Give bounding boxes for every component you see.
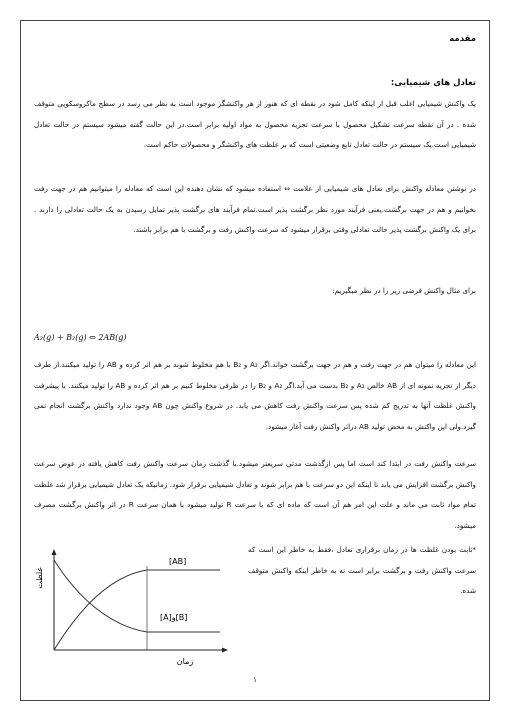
paragraph-3: برای مثال واکنش فرضی زیر را در نظر میگیریم: [332,286,476,295]
equilibrium-note: *ثابت بودن غلظت ها در زمان برقراری تعادل ،فقط به خاطر این است که سرعت واکنش رفت و برگشت برابر است نه به خاطر اینکه واکنش متوقف شده. [248,545,476,596]
y-axis [52,549,57,650]
paragraph-5: سرعت واکنش رفت در ابتدا کند است اما پس ازگذشت مدتی سریعتر میشود.با گذشت زمان سرعت واکنش رفت کاهش یافته در عوض سرعت واکنش برگشت افزایش می یابد تا اینکه این دو سرعت با هم برابر شوند و تعادل شیمیایی برقرار شود. زمانیکه یک تعادل شیمیایی برقرار شد غلظت تمام مواد ثابت می ماند و علت این امر هم آن است که ماده ای که با سرعت R تولید میشود با همان سرعت R در اثر واکنش برگشت مصرف میشود. [34,459,476,530]
x-axis [54,648,228,653]
paragraph-4: این معادله را میتوان هم در جهت رفت و هم در جهت برگشت خواند.اگر A₂ و B₂ با هم مخلوط شوند بر هم اثر کرده و AB را تولید میکنند.از طرف دیگر از تجزیه نمونه ای از AB خالص A₂ و B₂ بدست می آید.اگر A₂ و B₂ را در ظرفی مخلوط کنیم بر هم اثر کرده و AB را تولید میکنند. با پیشرفت واکنش غلظت آنها به تدریج کم شده پس سرعت واکنش رفت کاهش می یابد. در شروع واکنش چون AB وجود ندارد واکنش برگشت انجام نمی گیرد.ولی این واکنش به محض تولید AB دراثر واکنش رفت آغاز میشود. [34,360,477,431]
concentration-time-graph [32,548,232,666]
section-heading: تعادل های شیمیایی: [390,78,476,88]
reactants-curve-label: [A]و[B] [160,613,188,622]
page-number: ۱ [253,676,257,684]
reactants-curve [54,560,220,632]
x-axis-label: زمان [176,657,194,666]
product-curve [54,570,220,650]
intro-heading: مقدمه [449,34,476,44]
reaction-equation: A₂(g) + B₂(g) ⇔ 2AB(g) [34,333,127,342]
product-curve-label: [AB] [169,557,187,566]
paragraph-2: در نوشتن معادله واکنش برای تعادل های شیمیایی از علامت ⇔ استفاده میشود که نشان دهنده این است که معادله را میتوانیم هم در جهت رفت بخوانیم و هم در جهت برگشت.یعنی فرآیند مورد نظر برگشت پذیر است.تمام فرآیند های برگشت پذیر تمایل رسیدن به یک حالت تعادلی را دارند . برای یک واکنش برگشت پذیر حالت تعادلی وقتی برقرار میشود که سرعت واکنش رفت و برگشت با هم برابر باشند. [34,184,476,235]
y-axis-label: غلظت [35,567,44,589]
paragraph-1: یک واکنش شیمیایی اغلب قبل از اینکه کامل شود در نقطه ای که هنوز از هر واکنشگر موجود است به نظر می رسد در سطح ماکروسکوپی متوقف شده . در آن نقطه سرعت تشکیل محصول با سرعت تجزیه محصول به مواد اولیه برابر است.در این حالت گفته میشود سیستم در حالت تعادل شیمیایی است.یک سیستم در حالت تعادل تابع وضعیتی است که بر غلظت های واکنشگر و محصولات حاکم است. [34,99,476,150]
